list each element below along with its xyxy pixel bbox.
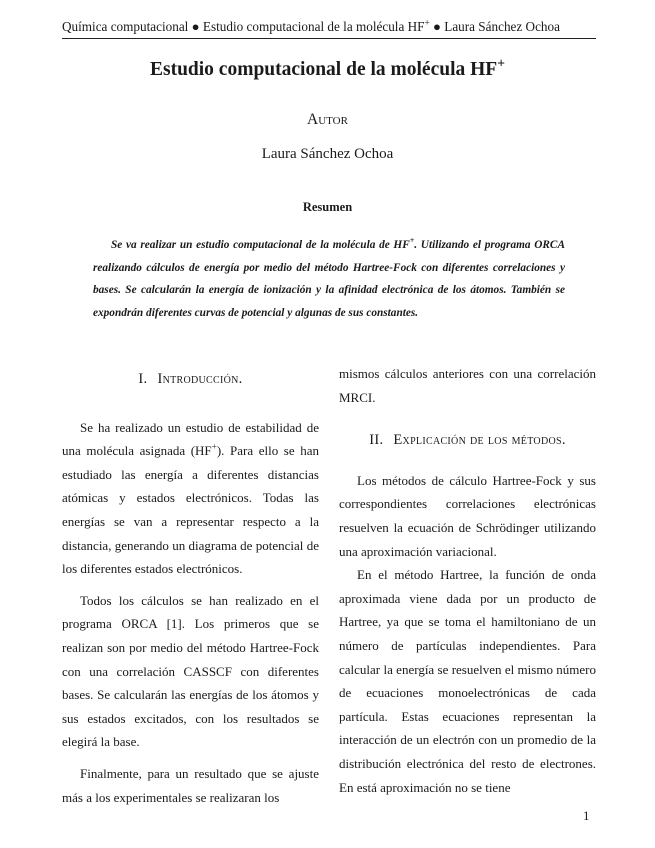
intro-paragraph-3-continued: mismos cálculos anteriores con una correlación MRCI. [339, 366, 596, 405]
left-column [62, 368, 319, 809]
abstract-text-2: . Utilizando el programa ORCA realizando cálculos de energía por medio del método Hartree-Fock con diferentes correlaciones y bases. Se calcularán la energía de ionización y la afinidad electrónica de los átomos. También se expondrán diferentes curvas de potencial y algunas de sus constantes. [93, 239, 565, 319]
section-number: I. [138, 371, 148, 387]
intro-p1-superscript: + [211, 441, 217, 452]
header-separator-1: ● [191, 19, 200, 34]
section-heading-introduction [62, 368, 319, 392]
section-heading-methods [339, 429, 596, 453]
intro-paragraph-3: Finalmente, para un resultado que se ajuste más a los experimentales se realizaran los [62, 765, 319, 805]
intro-p1-text-1: Se ha realizado un estudio de estabilidad de una molécula asignada (HF [62, 419, 319, 459]
paper-title [0, 55, 655, 81]
author-label: Autor [307, 111, 348, 128]
right-column [339, 362, 596, 799]
header-rule [62, 38, 596, 39]
methods-paragraph-1: Los métodos de cálculo Hartree-Fock y sus correspondientes correlaciones electrónicas resuelven la ecuación de Schrödinger utilizando una aproximación variacional. [339, 472, 596, 559]
header-author: Laura Sánchez Ochoa [444, 19, 560, 34]
abstract-paragraph [93, 234, 565, 324]
abstract-superscript: + [409, 236, 415, 246]
running-header [62, 19, 596, 35]
header-title-superscript: + [424, 17, 430, 28]
page-number: 1 [583, 808, 590, 823]
abstract-heading: Resumen [302, 200, 353, 214]
intro-p1-text-2: ). Para ello se han estudiado las energía a diferentes distancias atómicas y estados electrónicos. Todas las energías se van a representar respecto a la distancia, generando un diagrama de potencial de los diferentes estados electrónicos. [62, 443, 320, 577]
abstract-body [93, 234, 565, 324]
intro-paragraph-1 [62, 416, 319, 581]
intro-paragraph-2: Todos los cálculos se han realizado en el programa ORCA [1]. Los primeros que se realizan son por medio del método Hartree-Fock con una correlación CASSCF con diferentes bases. Se calcularán las energías de los átomos y sus estados excitados, con los resultados se elegirá la base. [62, 592, 319, 750]
section-number: II. [369, 432, 384, 449]
section-title: Explicación de los métodos. [393, 432, 566, 449]
paper-title-text: Estudio computacional de la molécula HF [149, 59, 498, 80]
header-short-title: Estudio computacional de la molécula HF [202, 19, 425, 34]
abstract-text-1: Se va realizar un estudio computacional de la molécula de HF [111, 239, 410, 251]
author-name: Laura Sánchez Ochoa [261, 146, 394, 162]
methods-paragraph-2: En el método Hartree, la función de onda aproximada viene dada por un producto de Hartree, ya que se toma el hamiltoniano de un número de partículas independientes. Para calcular la energía se resuelven el mismo número de ecuaciones monoelectrónicas de cada partícula. Estas ecuaciones representan la interacción de un electrón con un promedio de la distribución electrónica del resto de electrones. En está aproximación no se tiene [339, 567, 596, 795]
paper-title-superscript: + [497, 55, 505, 71]
header-separator-2: ● [433, 19, 441, 34]
section-title: Introducción. [157, 371, 243, 387]
header-field: Química computacional [62, 19, 189, 34]
